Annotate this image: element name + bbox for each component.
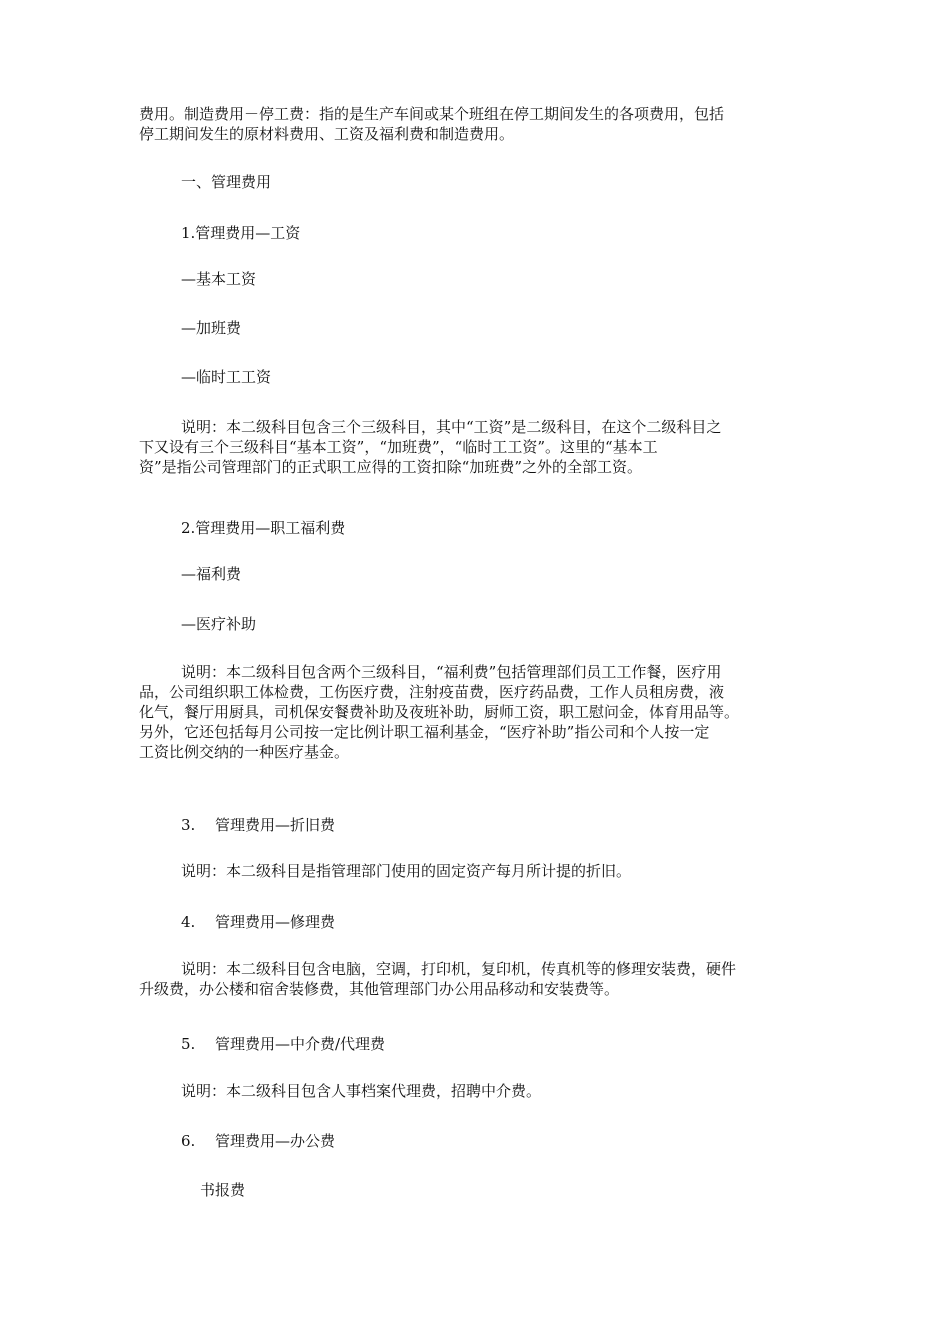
item2-sub2: —医疗补助 bbox=[181, 615, 257, 633]
section-heading: 一、管理费用 bbox=[181, 173, 272, 191]
item5-heading bbox=[181, 1034, 821, 1054]
item3-note: 说明：本二级科目是指管理部门使用的固定资产每月所计提的折旧。 bbox=[181, 862, 632, 880]
item2-sub1: —福利费 bbox=[181, 565, 242, 583]
item1-note bbox=[139, 417, 815, 477]
item6-heading bbox=[181, 1131, 821, 1151]
item1-note-line-1: 说明：本二级科目包含三个三级科目，其中“工资”是二级科目，在这个二级科目之 bbox=[181, 418, 722, 436]
item4-number: 4. bbox=[181, 913, 196, 931]
item2-title: 2.管理费用—职工福利费 bbox=[181, 519, 346, 537]
intro-line-2: 停工期间发生的原材料费用、工资及福利费和制造费用。 bbox=[139, 125, 515, 143]
item2-note bbox=[139, 662, 815, 762]
item1-note-line-2: 下又设有三个三级科目“基本工资”，“加班费”，“临时工工资”。这里的“基本工 bbox=[139, 438, 658, 456]
item4-heading bbox=[181, 912, 821, 932]
item1-sub1: —基本工资 bbox=[181, 270, 257, 288]
item2-note-line-4: 另外，它还包括每月公司按一定比例计职工福利基金，“医疗补助”指公司和个人按一定 bbox=[139, 723, 710, 741]
item1-sub2: —加班费 bbox=[181, 319, 242, 337]
item4-note-line-1: 说明：本二级科目包含电脑，空调，打印机，复印机，传真机等的修理安装费，硬件 bbox=[181, 960, 737, 978]
item3-title: 管理费用—折旧费 bbox=[215, 816, 336, 834]
item1-sub3: —临时工工资 bbox=[181, 368, 272, 386]
item3-number: 3. bbox=[181, 816, 196, 834]
item2-note-line-5: 工资比例交纳的一种医疗基金。 bbox=[139, 743, 350, 761]
item6-sub1: 书报费 bbox=[200, 1181, 246, 1199]
item4-title: 管理费用—修理费 bbox=[215, 913, 336, 931]
item6-number: 6. bbox=[181, 1132, 196, 1150]
item6-title: 管理费用—办公费 bbox=[215, 1132, 336, 1150]
item2-note-line-2: 品，公司组织职工体检费，工伤医疗费，注射疫苗费，医疗药品费，工作人员租房费，液 bbox=[139, 683, 725, 701]
item1-title: 1.管理费用—工资 bbox=[181, 224, 301, 242]
item3-heading bbox=[181, 815, 821, 835]
item5-title: 管理费用—中介费/代理费 bbox=[215, 1035, 386, 1053]
item5-note: 说明：本二级科目包含人事档案代理费，招聘中介费。 bbox=[181, 1082, 542, 1100]
intro-line-1: 费用。制造费用－停工费：指的是生产车间或某个班组在停工期间发生的各项费用，包括 bbox=[139, 105, 725, 123]
item1-note-line-3: 资”是指公司管理部门的正式职工应得的工资扣除“加班费”之外的全部工资。 bbox=[139, 458, 643, 476]
item4-note-line-2: 升级费，办公楼和宿舍装修费，其他管理部门办公用品移动和安装费等。 bbox=[139, 980, 620, 998]
item2-note-line-1: 说明：本二级科目包含两个三级科目，“福利费”包括管理部们员工工作餐，医疗用 bbox=[181, 663, 722, 681]
intro-paragraph bbox=[139, 104, 815, 144]
item5-number: 5. bbox=[181, 1035, 196, 1053]
item4-note bbox=[139, 959, 815, 999]
item2-note-line-3: 化气，餐厅用厨具，司机保安餐费补助及夜班补助，厨师工资，职工慰问金，体育用品等。 bbox=[139, 703, 740, 721]
